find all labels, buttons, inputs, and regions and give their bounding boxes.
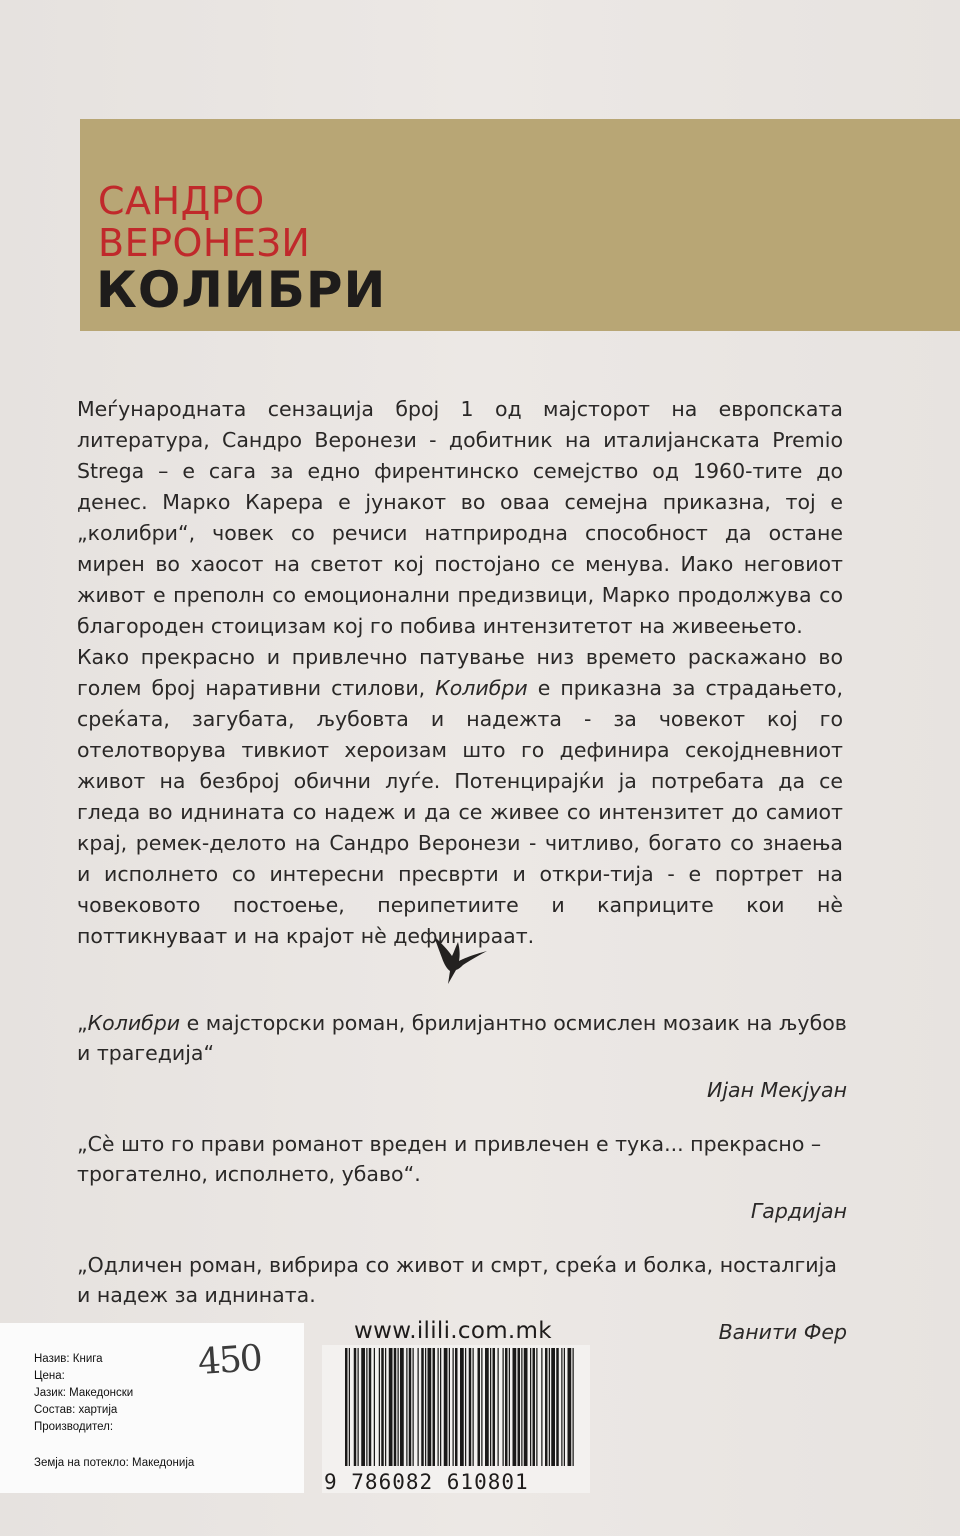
barcode-bar (493, 1348, 496, 1466)
barcode-bar (349, 1348, 350, 1466)
barcode-bar (409, 1348, 412, 1466)
blurb-paragraph-2 (77, 642, 843, 952)
barcode-bar (561, 1348, 562, 1466)
barcode-bar (379, 1348, 380, 1466)
barcode-bar (444, 1348, 448, 1466)
handwritten-price: 450 (196, 1337, 263, 1384)
barcode-bar (564, 1348, 565, 1466)
author-line-2: ВЕРОНЕЗИ (98, 221, 311, 265)
barcode-bar (573, 1348, 574, 1466)
barcode-bar (421, 1348, 424, 1466)
barcode-bar (481, 1348, 482, 1466)
quote-text: „Сѐ што го прави романот вреден и привлечен е тука... прекрасно – трогателно, исполнето, убаво“. (77, 1132, 822, 1186)
quote-text: „Одличен роман, вибрира со живот и смрт, среќа и болка, носталгија и надеж за иднината. (77, 1253, 837, 1307)
barcode-bar (369, 1348, 372, 1466)
blurb-paragraph-1: Меѓународната сензација број 1 од мајсторот на европската литература, Сандро Веронези - добитник на италијанската Premio Strega – е сага за едно фирентинско семејство од 1960-тите до денес. Марко Карера е јунакот во оваа семејна приказна, тој е „колибри“, човек со речиси натприродна способност да остане мирен во хаосот на светот кој постојано се менува. Иако неговиот живот е преполн со емоционални предизвици, Марко продолжува со благороден стоицизам кој го побива интензитетот на живеењето. (77, 397, 843, 638)
barcode-bar (438, 1348, 439, 1466)
barcode-bar (453, 1348, 454, 1466)
barcode-bar (513, 1348, 517, 1466)
barcode-bar (556, 1348, 559, 1466)
barcode-bar (568, 1348, 572, 1466)
barcode-bar (545, 1348, 548, 1466)
barcode-bar (478, 1348, 481, 1466)
review-quote-2 (77, 1129, 847, 1226)
isbn-number: 9 786082 610801 (324, 1470, 529, 1494)
barcode-bar (460, 1348, 464, 1466)
barcode-bar (418, 1348, 419, 1466)
barcode-bar (428, 1348, 432, 1466)
barcode-bar (366, 1348, 367, 1466)
barcode-bar (449, 1348, 450, 1466)
barcode-bar (505, 1348, 508, 1466)
barcode-bar (398, 1348, 399, 1466)
quote-source: Ванити Фер (718, 1320, 847, 1344)
label-origin: Земја на потекло: Македонија (34, 1457, 195, 1469)
publisher-website: www.ilili.com.mk (354, 1318, 552, 1344)
barcode-bar (498, 1348, 499, 1466)
barcode-bar (345, 1348, 348, 1466)
barcode-bar (524, 1348, 528, 1466)
barcode-bar (361, 1348, 365, 1466)
barcode-bar (406, 1348, 407, 1466)
review-quotes (77, 1008, 847, 1347)
barcode-bar (374, 1348, 375, 1466)
barcode-bar (518, 1348, 521, 1466)
quote-text: „Колибри е мајсторски роман, брилијантно осмислен мозаик на љубов и трагедија“ (77, 1011, 847, 1065)
quote-source: Гардијан (750, 1199, 847, 1223)
barcode-bar (354, 1348, 357, 1466)
barcode-bar (541, 1348, 542, 1466)
blurb-p2-title: Колибри (435, 676, 528, 700)
barcode-bar (473, 1348, 474, 1466)
barcode-bar (389, 1348, 393, 1466)
hummingbird-icon (432, 934, 488, 986)
label-price: Цена: (34, 1370, 65, 1382)
barcode-bar (358, 1348, 359, 1466)
quote-title: Колибри (87, 1011, 181, 1035)
barcode-bar (503, 1348, 504, 1466)
label-name: Назив: Книга (34, 1353, 103, 1365)
barcode-bar (394, 1348, 397, 1466)
blurb (77, 394, 843, 952)
barcode-bar (536, 1348, 537, 1466)
blurb-p2-start: Како прекрасно и привлечно патување низ времето раскажано во голем број наративни стилови, (77, 645, 843, 700)
label-language: Јазик: Македонски (34, 1387, 134, 1399)
label-producer: Производител: (34, 1421, 114, 1433)
barcode-bar (413, 1348, 414, 1466)
barcode-bar (385, 1348, 386, 1466)
barcode-bar (425, 1348, 426, 1466)
barcode-bar (485, 1348, 489, 1466)
barcode-bar (530, 1348, 531, 1466)
author-line-1: САНДРО (98, 179, 265, 223)
barcode (345, 1348, 575, 1466)
barcode-bar (455, 1348, 458, 1466)
barcode-bar (433, 1348, 436, 1466)
review-quote-1 (77, 1008, 847, 1105)
barcode-bar (549, 1348, 550, 1466)
author-name (98, 180, 310, 264)
barcode-bar (521, 1348, 522, 1466)
barcode-bar (465, 1348, 466, 1466)
book-title: КОЛИБРИ (96, 261, 387, 319)
barcode-bar (533, 1348, 536, 1466)
barcode-bar (400, 1348, 404, 1466)
barcode-bar (551, 1348, 555, 1466)
barcode-bar (490, 1348, 491, 1466)
label-material: Состав: хартија (34, 1404, 118, 1416)
quote-source: Ијан Мекјуан (707, 1078, 847, 1102)
barcode-bar (509, 1348, 510, 1466)
barcode-bar (440, 1348, 441, 1466)
barcode-bar (381, 1348, 384, 1466)
blurb-p2-end: е приказна за страдањето, среќата, загубата, љубовта и надежта - за човекот кој го отелотворува тивкиот херoизам што го дефинира секојдневниот живот на безброј обични луѓе. Потенцирајќи ја потребата да се гледа во иднината со надеж и да се живее со интензитет до самиот крај, ремек-делото на Сандро Веронези - читливо, богато со знаења и исполнето со интересни пресврти и откри-тија - е портрет на човековото постоење, перипетиите и каприците кои нѐ поттикнуваат и на крајот нѐ дефинираат. (77, 676, 843, 948)
barcode-bar (469, 1348, 472, 1466)
